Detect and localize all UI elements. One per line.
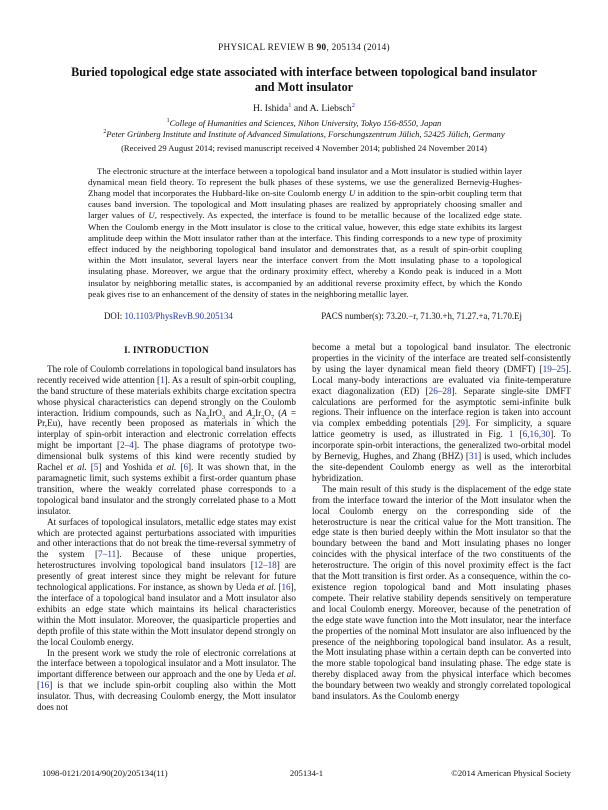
pacs-line: PACS number(s): 73.20.−r, 71.30.+h, 71.27.+a, 71.70.Ej	[321, 311, 522, 322]
text-segment: Peter Grünberg Institute and Institute of Advanced Simulations, Forschungszentrum Jülich, 52425 Jülich, Germany	[106, 128, 505, 139]
text-segment: become a metal but a topological band insulator. The electronic properties in the vicinity of the interface are treated self-consistently by using the layer dynamical mean field theory (DMFT) [	[312, 342, 571, 374]
intro-paragraph-3	[37, 648, 296, 713]
citation-link[interactable]: 31	[468, 451, 479, 462]
footer-copyright: ©2014 American Physical Society	[451, 768, 571, 778]
abstract	[88, 166, 522, 300]
text-segment: ]. Local many-body interactions are evaluated via finite-temperature exact diagonalization (ED) [	[312, 363, 571, 396]
text-segment: H. Ishida	[253, 103, 289, 114]
text-segment: The electronic structure at the interface between a topological band insulator and a Mott insulator is studied within layer dynamical mean field theory. To represent the bulk phases of these systems, we use the generalized Bernevig-Hughes-Zhang model that incorporates the Hubbard-like on-site Coulomb energy	[88, 165, 522, 198]
text-segment: ]. Because of these unique properties, heterostructures involving topological band insulators [	[37, 549, 296, 571]
text-segment: , 205134 (2014)	[326, 42, 390, 52]
text-segment: O	[264, 407, 271, 418]
journal-header	[0, 0, 608, 52]
text-segment: [	[276, 582, 282, 593]
citation-link[interactable]: 5	[93, 462, 99, 473]
text-segment: ] are presently of great interest since they might be relevant for future technological applications. For instance, as shown by Ueda	[37, 560, 297, 593]
doi-link[interactable]: 10.1103/PhysRevB.90.205134	[124, 311, 233, 322]
authors-line	[0, 103, 608, 114]
intro-paragraph-2	[37, 517, 296, 648]
text-segment: The main result of this study is the displacement of the edge state from the interface toward the interior of the Mott insulator when the local Coulomb energy on the corresponding side of the heterostructure is near the critical value for the Mott transition. The edge state is then buried deeply within the Mott insulator so that the boundary between the band and Mott insulating phases no longer coincides with the physical interface of the two constituents of the heterostructure. The origin of this novel proximity effect is the fact that the Mott transition is first order. As a consequence, within the co-existence region topological band and Mott insulating phases compete. Their relative stability depends sensitively on temperature and local Coulomb energy. Moreover, because of the penetration of the edge state wave function into the Mott insulator, near the interface the properties of the nominal Mott insulator are also influenced by the presence of the neighboring topological band insulator. As a result, the Mott insulating phase within a certain depth can be converted into the more stable topological band insulating phase. The edge state is thereby displaced away from the physical interface which becomes the boundary between two weakly and strongly correlated topological band insulators. As the Coulomb energy	[312, 483, 571, 702]
citation-link[interactable]: 2–4	[120, 440, 134, 451]
affiliations-block	[0, 118, 608, 140]
text-segment: PHYSICAL REVIEW B	[218, 42, 317, 52]
citation-link[interactable]: 1	[288, 101, 292, 109]
text-segment: 3	[221, 413, 226, 421]
text-segment: ] is used, which includes the site-dependent Coulomb energy as well as the interorbital hybridization.	[312, 451, 571, 483]
text-segment: [	[86, 462, 94, 473]
text-segment: et al.	[156, 462, 177, 473]
footer-page-number: 205134-1	[289, 768, 324, 778]
text-segment: et al.	[257, 582, 277, 593]
text-segment: ]. As a result of spin-orbit coupling, the band structure of these materials exhibits charge excitation spectra whose physical characteristics can depend strongly on the Coulomb interaction. Iridium compounds, such as Na	[37, 374, 296, 418]
text-segment: and A. Liebsch	[291, 103, 352, 114]
citation-link[interactable]: 7–11	[98, 549, 117, 560]
affiliation-2	[0, 129, 608, 140]
text-segment: , respectively. As expected, the interface is found to be metallic because of the localized edge state. When the Coulomb energy in the Mott insulator is close to the critical value, however, this edge state exhibits its largest amplitude deep within the Mott insulator rather than at the interface. This finding corresponds to a new type of proximity effect induced by the neighboring topological band insulator and demonstrates that, as a result of spin-orbit coupling within the Mott insulator, several layers near the interface convert from the Mott insulating phase to a topological insulating phase. Moreover, we argue that the ordinary proximity effect, whereby a Kondo peak is induced in a Mott insulator by neighboring metallic states, is accompanied by an additional reverse proximity effect, by which the Kondo peak gives rise to an enhancement of the density of states in the neighboring metallic layer.	[88, 210, 522, 299]
intro-paragraph-3-continued	[312, 342, 571, 484]
text-segment: The role of Coulomb correlations in topological band insulators has recently received wide attention [	[37, 363, 296, 385]
text-segment: College of Humanities and Sciences, Nihon University, Tokyo 156-8550, Japan	[169, 118, 442, 128]
text-segment: [	[176, 462, 184, 473]
text-segment: 2	[261, 413, 265, 421]
text-segment: [	[37, 680, 41, 691]
text-segment: 7	[270, 413, 275, 421]
text-segment: In the present work we study the role of electronic correlations at the interface between a topological insulator and a Mott insulator. The important difference between our approach and the one by Ueda	[37, 647, 296, 680]
text-segment: (	[274, 407, 282, 418]
doi-label: DOI:	[104, 311, 125, 322]
intro-paragraph-1	[37, 364, 296, 517]
citation-link[interactable]: 6	[183, 462, 189, 473]
text-segment: ]. It was shown that, in the paramagnetic limit, such systems exhibit a first-order quantum phase transition, where the weakly correlated phase corresponds to a topological band insulator and the strongly correlated phase to a Mott insulator.	[37, 462, 297, 516]
citation-link[interactable]: 16	[281, 582, 291, 593]
text-segment: U	[148, 210, 155, 221]
citation-link[interactable]: 1	[160, 374, 165, 385]
intro-paragraph-4	[312, 484, 571, 702]
text-segment: 2	[103, 128, 107, 135]
citation-link[interactable]: 19–25	[542, 363, 566, 374]
text-segment: and	[225, 407, 247, 418]
doi-pacs-row	[104, 311, 522, 321]
text-segment: ]. For simplicity, a square lattice geometry is used, as illustrated in Fig.	[312, 418, 571, 440]
text-segment: 1	[166, 118, 170, 125]
text-segment: At surfaces of topological insulators, metallic edge states may exist which are protected against perturbations associated with impurities and other interactions that do not break the time-reversal symmetry of the system [	[37, 516, 296, 560]
text-segment: = Pr,Eu), have recently been proposed as materials in which the interplay of spin-orbit interaction and electronic correlation effects might be important [	[37, 407, 297, 451]
text-segment: Ir	[255, 407, 262, 418]
citation-link[interactable]: 16	[40, 680, 50, 691]
text-segment: A	[246, 407, 252, 418]
text-segment: 90	[316, 42, 327, 52]
citation-link[interactable]: 12–18	[253, 560, 277, 571]
text-segment: ] is that we include spin-orbit coupling also within the Mott insulator. Thus, with decreasing Coulomb energy, the Mott insulator does not	[37, 680, 296, 713]
text-segment: in addition to the spin-orbit coupling term that causes band inversion. The topological and Mott insulating phases are realized by appropriately choosing smaller and larger values of	[88, 188, 522, 221]
text-segment: ], the interface of a topological band insulator and a Mott insulator also exhibits an edge state which maintains its helical characteristics within the Mott insulator. Moreover, the quasiparticle properties and depth profile of this state within the Mott insulator depend strongly on the local Coulomb energy.	[37, 582, 296, 647]
right-column	[312, 342, 571, 713]
citation-link[interactable]: 1	[508, 429, 514, 440]
citation-link[interactable]: 6,16,30	[522, 429, 551, 440]
text-segment: ]. Separate single-site DMFT calculations are performed for the asymptotic semi-infinite bulk regions. Their influence on the interface region is taken into account via complex embedding potentials [	[312, 385, 571, 429]
text-segment: 2	[206, 413, 210, 421]
text-segment: [	[513, 429, 523, 440]
footer-issn-code: 1098-0121/2014/90(20)/205134(11)	[42, 768, 168, 778]
citation-link[interactable]: 2	[351, 101, 355, 109]
text-segment: et al.	[66, 462, 87, 473]
paper-title: Buried topological edge state associated with interface between topological band insulator and Mott insulator	[71, 65, 537, 94]
citation-link[interactable]: 26–28	[428, 385, 452, 396]
section-heading-introduction: I. INTRODUCTION	[124, 345, 209, 356]
text-segment: 2	[251, 413, 256, 421]
text-segment: A	[281, 407, 287, 418]
affiliation-1	[0, 118, 608, 129]
text-segment: et al.	[277, 669, 297, 680]
text-segment: IrO	[209, 407, 222, 418]
text-segment: ] and Yoshida	[98, 462, 157, 473]
citation-link[interactable]: 29	[455, 418, 466, 429]
left-column	[37, 342, 296, 713]
doi-line	[104, 311, 233, 321]
received-dates-line: (Received 29 August 2014; revised manuscript received 4 November 2014; published 24 November 2014)	[121, 142, 487, 153]
body-columns	[37, 342, 571, 713]
text-segment: ]. To incorporate spin-orbit interactions, the generalized two-orbital model by Bernevig, Hughes, and Zhang (BHZ) [	[312, 429, 572, 462]
text-segment: U	[348, 188, 356, 198]
text-segment: ]. The phase diagrams of prototype two-dimensional bulk systems of this kind were recently studied by Rachel	[37, 440, 296, 473]
